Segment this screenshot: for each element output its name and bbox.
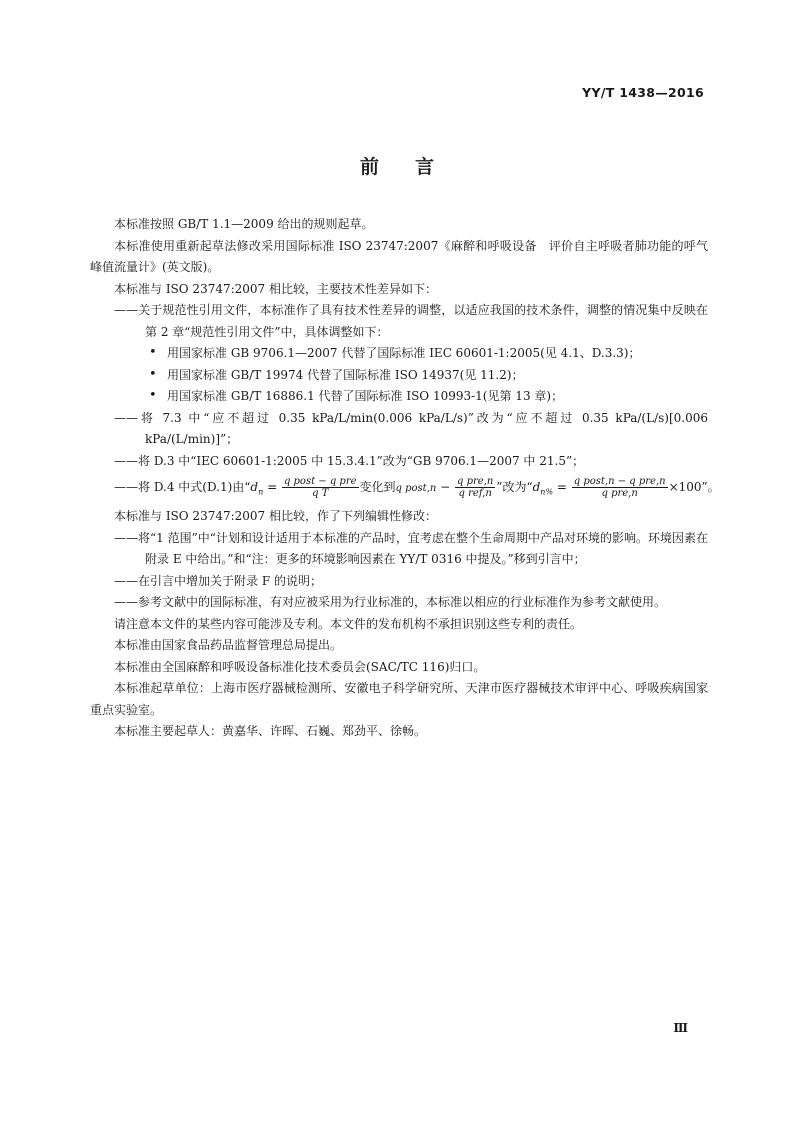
dash-item-bibliography: ——参考文献中的国际标准，有对应被采用为行业标准的，本标准以相应的行业标准作为参考文献使用。: [114, 595, 667, 610]
dash-item-7-3: ——将 7.3 中“应不超过 0.35 kPa/L/min(0.006 kPa/L/s)”改为“应不超过 0.35 kPa/(L/s)[0.006 kPa/(L/min)]”；: [114, 410, 708, 446]
document-body: [90, 214, 720, 743]
bullet-list: [90, 343, 708, 408]
fraction-numerator: q pre,n: [457, 476, 494, 487]
formula-lhs1: d: [250, 480, 259, 494]
paragraph-adoption: 本标准使用重新起草法修改采用国际标准 ISO 23747:2007《麻醉和呼吸设备 评价自主呼吸者肺功能的呼气峰值流量计》(英文版)。: [90, 238, 708, 274]
formula-prefix: ——将 D.4 中式(D.1)由“: [114, 480, 251, 494]
page-title: 前言: [359, 156, 470, 178]
dash-item-scope-move: ——将“1 范围”中“计划和设计适用于本标准的产品时，宜考虑在整个生命周期中产品对环境的影响。环境因素在附录 E 中给出。”和“注：更多的环境影响因素在 YY/T 0316 中提及。”移到引言中；: [114, 530, 708, 567]
paragraph-proposed-by: 本标准由国家食品药品监督管理总局提出。: [114, 638, 343, 653]
formula-term-q-post: q post,n: [395, 483, 437, 494]
fraction-denominator: q T: [312, 488, 329, 499]
formula-suffix: ×100”。: [668, 480, 720, 494]
formula-lhs1-sub: n: [258, 487, 264, 497]
fraction-numerator: q post − q pre: [283, 476, 357, 487]
bullet-item: • 用国家标准 GB/T 19974 代替了国际标准 ISO 14937(见 11.2)；: [90, 365, 708, 387]
paragraph-drafting-units: 本标准起草单位：上海市医疗器械检测所、安徽电子科学研究所、天津市医疗器械技术审评中心、呼吸疾病国家重点实验室。: [90, 681, 708, 717]
formula-minus: −: [436, 480, 455, 494]
dash-item-annex-f: ——在引言中增加关于附录 F 的说明；: [114, 573, 322, 588]
paragraph-tech-differences: 本标准与 ISO 23747:2007 相比较，主要技术性差异如下：: [114, 281, 437, 296]
dash-item-d3: ——将 D.3 中“IEC 60601-1:2005 中 15.3.4.1”改为“GB 9706.1—2007 中 21.5”；: [114, 453, 585, 468]
formula-text-changed-to: 变化到: [359, 480, 396, 494]
fraction-numerator: q post,n − q pre,n: [573, 476, 666, 487]
formula-eq: =: [263, 480, 281, 494]
formula-fraction-3: [572, 476, 668, 499]
standard-code: YY/T 1438—2016: [582, 85, 704, 100]
fraction-denominator: q ref,n: [458, 488, 492, 499]
paragraph-patent-notice: 请注意本文件的某些内容可能涉及专利。本文件的发布机构不承担识别这些专利的责任。: [114, 616, 583, 631]
bullet-item: • 用国家标准 GB 9706.1—2007 代替了国际标准 IEC 60601-1:2005(见 4.1、D.3.3)；: [90, 343, 708, 365]
formula-text-changed-into: ”改为“: [496, 480, 533, 494]
bullet-item: • 用国家标准 GB/T 16886.1 代替了国际标准 ISO 10993-1(见第 13 章)；: [90, 386, 708, 408]
formula-lhs2: d: [532, 480, 541, 494]
paragraph-editorial-changes: 本标准与 ISO 23747:2007 相比较，作了下列编辑性修改：: [114, 509, 437, 524]
dash-item-d4-formula: [90, 474, 720, 505]
fraction-denominator: q pre,n: [601, 488, 638, 499]
formula-eq-2: =: [553, 480, 571, 494]
page-number: Ⅲ: [673, 1021, 688, 1035]
paragraph-drafting-rules: 本标准按照 GB/T 1.1—2009 给出的规则起草。: [114, 217, 374, 231]
paragraph-centralized-by: 本标准由全国麻醉和呼吸设备标准化技术委员会(SAC/TC 116)归口。: [114, 659, 486, 674]
formula-fraction-2: [455, 476, 495, 499]
paragraph-drafters: 本标准主要起草人：黄嘉华、许晖、石巍、郑劲平、徐畅。: [114, 724, 427, 739]
dash-item-normative-refs: ——关于规范性引用文件，本标准作了具有技术性差异的调整，以适应我国的技术条件，调整的情况集中反映在第 2 章“规范性引用文件”中，具体调整如下：: [114, 303, 708, 339]
formula-lhs2-sub: n%: [540, 487, 554, 497]
formula-fraction-1: [282, 476, 359, 499]
